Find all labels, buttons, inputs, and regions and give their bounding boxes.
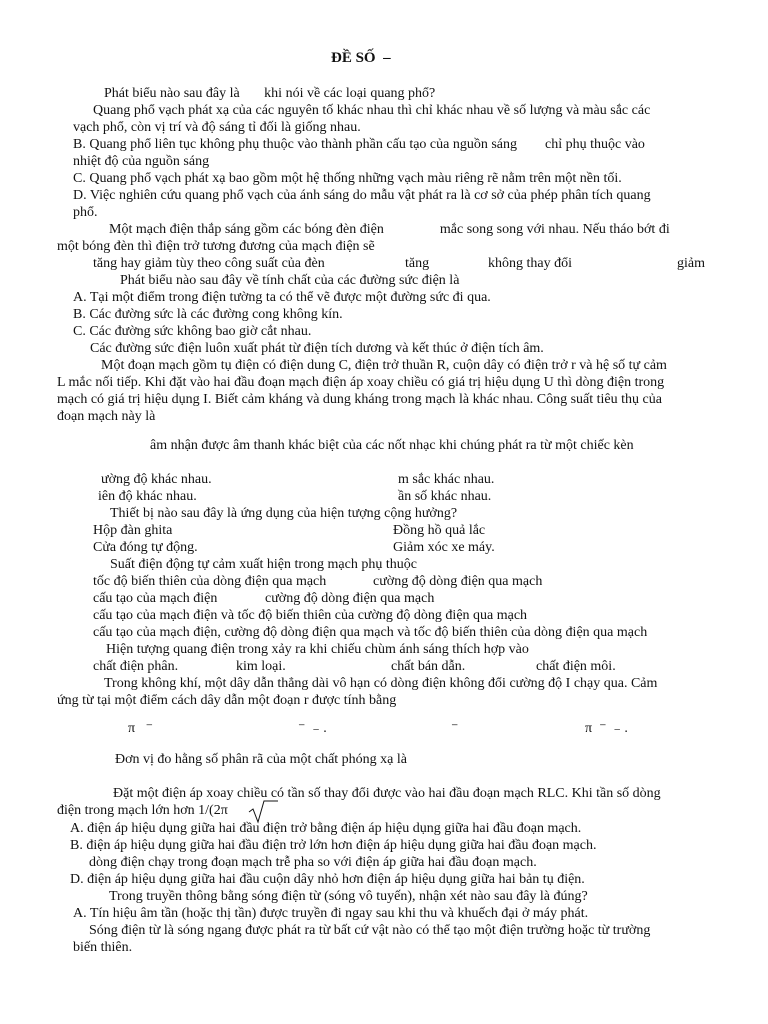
q2-stem-line2: một bóng đèn thì điện trở tương đương của mạch điện sẽ bbox=[57, 239, 375, 254]
q7-option-1a: tốc độ biến thiên của dòng điện qua mạch bbox=[93, 574, 327, 589]
q6-stem: Thiết bị nào sau đây là ứng dụng của hiện tượng cộng hưởng? bbox=[110, 506, 458, 521]
q5-option-2: m sắc khác nhau. bbox=[398, 472, 495, 487]
q1-option-b-line2: nhiệt độ của nguồn sáng bbox=[73, 154, 210, 169]
q2-option-2: tăng bbox=[405, 256, 430, 271]
q4-line3: mạch có giá trị hiệu dụng I. Biết cảm kháng và dung kháng trong mạch là khác nhau. Công suất tiêu thụ của bbox=[57, 392, 662, 407]
q12-line2: biến thiên. bbox=[73, 940, 133, 955]
q5-stem: âm nhận được âm thanh khác biệt của các nốt nhạc khi chúng phát ra từ một chiếc kèn bbox=[150, 438, 634, 453]
q3-stem: Phát biểu nào sau đây về tính chất của các đường sức điện là bbox=[120, 273, 460, 288]
q9-line1: Trong không khí, một dây dẫn thẳng dài vô hạn có dòng điện không đổi cường độ I chạy qua. Cảm bbox=[104, 676, 658, 691]
q1-option-d-line2: phổ. bbox=[73, 205, 98, 220]
q11-line1: Đặt một điện áp xoay chiều có tần số thay đổi được vào hai đầu đoạn mạch RLC. Khi tần số dòng bbox=[113, 786, 661, 801]
q8-stem: Hiện tượng quang điện trong xảy ra khi chiếu chùm ánh sáng thích hợp vào bbox=[106, 642, 529, 657]
q8-option-3: chất bán dẫn. bbox=[391, 659, 466, 674]
q10-stem: Đơn vị đo hằng số phân rã của một chất phóng xạ là bbox=[115, 752, 407, 767]
q7-option-1b: cường độ dòng điện qua mạch bbox=[373, 574, 543, 589]
q6-option-2: Đồng hồ quả lắc bbox=[393, 523, 486, 538]
q8-option-2: kim loại. bbox=[236, 659, 286, 674]
q2-option-3: không thay đổi bbox=[488, 256, 572, 271]
q11-line2: điện trong mạch lớn hơn 1/(2π bbox=[57, 803, 228, 818]
q11-option-c: dòng điện chạy trong đoạn mạch trễ pha so với điện áp giữa hai đầu đoạn mạch. bbox=[89, 855, 537, 870]
q9-formula-2: ⁻ ₋ . bbox=[298, 721, 327, 736]
q2-option-4: giảm bbox=[677, 256, 705, 271]
q4-line4: đoạn mạch này là bbox=[57, 409, 156, 424]
q1-option-a-line2: vạch phổ, còn vị trí và độ sáng tỉ đối là giống nhau. bbox=[73, 120, 361, 135]
q5-option-4: ần số khác nhau. bbox=[398, 489, 492, 504]
q11-option-d: D. điện áp hiệu dụng giữa hai đầu cuộn dây nhỏ hơn điện áp hiệu dụng giữa hai bản tụ điện. bbox=[70, 872, 585, 887]
q1-option-b-line1: B. Quang phổ liên tục không phụ thuộc vào thành phần cấu tạo của nguồn sáng chỉ phụ thuộc vào bbox=[73, 137, 645, 152]
q8-option-1: chất điện phân. bbox=[93, 659, 179, 674]
q3-option-c: C. Các đường sức không bao giờ cắt nhau. bbox=[73, 324, 312, 339]
q3-option-a: A. Tại một điểm trong điện tường ta có thể vẽ được một đường sức đi qua. bbox=[73, 290, 491, 305]
q5-option-1: ường độ khác nhau. bbox=[101, 472, 212, 487]
q2-stem-line1: Một mạch điện thắp sáng gồm các bóng đèn điện mắc song song với nhau. Nếu tháo bớt đi bbox=[109, 222, 670, 237]
q3-option-d: Các đường sức điện luôn xuất phát từ điện tích dương và kết thúc ở điện tích âm. bbox=[90, 341, 544, 356]
q11-option-a: A. điện áp hiệu dụng giữa hai đầu điện trở bằng điện áp hiệu dụng giữa hai đầu đoạn mạch. bbox=[70, 821, 582, 836]
q7-option-3: cấu tạo của mạch điện và tốc độ biến thiên của cường độ dòng điện qua mạch bbox=[93, 608, 528, 623]
q2-option-1: tăng hay giảm tùy theo công suất của đèn bbox=[93, 256, 325, 271]
q7-stem: Suất điện động tự cảm xuất hiện trong mạch phụ thuộc bbox=[110, 557, 417, 572]
q8-option-4: chất điện môi. bbox=[536, 659, 616, 674]
q9-formula-4: π ⁻ ₋ . bbox=[585, 721, 628, 736]
q1-stem: Phát biểu nào sau đây là khi nói về các loại quang phổ? bbox=[104, 86, 436, 101]
q3-option-b: B. Các đường sức là các đường cong không kín. bbox=[73, 307, 343, 322]
q12-option-a: A. Tín hiệu âm tần (hoặc thị tần) được truyền đi ngay sau khi thu và khuếch đại ở máy phát. bbox=[73, 906, 589, 921]
q7-option-2b: cường độ dòng điện qua mạch bbox=[265, 591, 435, 606]
q7-option-4: cấu tạo của mạch điện, cường độ dòng điện qua mạch và tốc độ biến thiên của dòng điện qua mạch bbox=[93, 625, 648, 640]
q5-option-3: iên độ khác nhau. bbox=[98, 489, 197, 504]
q12-line1: Sóng điện từ là sóng ngang được phát ra từ bất cứ vật nào có thể tạo một điện trường hoặc từ trường bbox=[89, 923, 651, 938]
q6-option-1: Hộp đàn ghita bbox=[93, 523, 173, 538]
q1-option-d-line1: D. Việc nghiên cứu quang phổ vạch của ánh sáng do mẫu vật phát ra là cơ sở của phép phân tích quang bbox=[73, 188, 651, 203]
q9-formula-3: ⁻ bbox=[451, 721, 459, 736]
q6-option-3: Cửa đóng tự động. bbox=[93, 540, 198, 555]
q4-line2: L mắc nối tiếp. Khi đặt vào hai đầu đoạn mạch điện áp xoay chiều có giá trị hiệu dụng U thì dòng điện trong bbox=[57, 375, 665, 390]
q12-stem: Trong truyền thông bằng sóng điện từ (sóng vô tuyến), nhận xét nào sau đây là đúng? bbox=[109, 889, 588, 904]
q7-option-2a: cấu tạo của mạch điện bbox=[93, 591, 218, 606]
q11-option-b: B. điện áp hiệu dụng giữa hai đầu điện trở lớn hơn điện áp hiệu dụng giữa hai đầu đoạn mạch. bbox=[70, 838, 597, 853]
page-title: ĐỀ SỐ – bbox=[331, 50, 391, 66]
q9-line2: ứng từ tại một điểm cách dây dẫn một đoạn r được tính bằng bbox=[57, 693, 397, 708]
q1-option-a-line1: Quang phổ vạch phát xạ của các nguyên tố khác nhau thì chỉ khác nhau về số lượng và màu sắc các bbox=[93, 103, 651, 118]
q4-line1: Một đoạn mạch gồm tụ điện có điện dung C, điện trở thuần R, cuộn dây có điện trở r và hệ số tự cảm bbox=[101, 358, 667, 373]
q1-option-c: C. Quang phổ vạch phát xạ bao gồm một hệ thống những vạch màu riêng rẽ nằm trên một nền tối. bbox=[73, 171, 622, 186]
q6-option-4: Giảm xóc xe máy. bbox=[393, 540, 495, 555]
q9-formula-1: π ⁻ bbox=[128, 721, 153, 736]
